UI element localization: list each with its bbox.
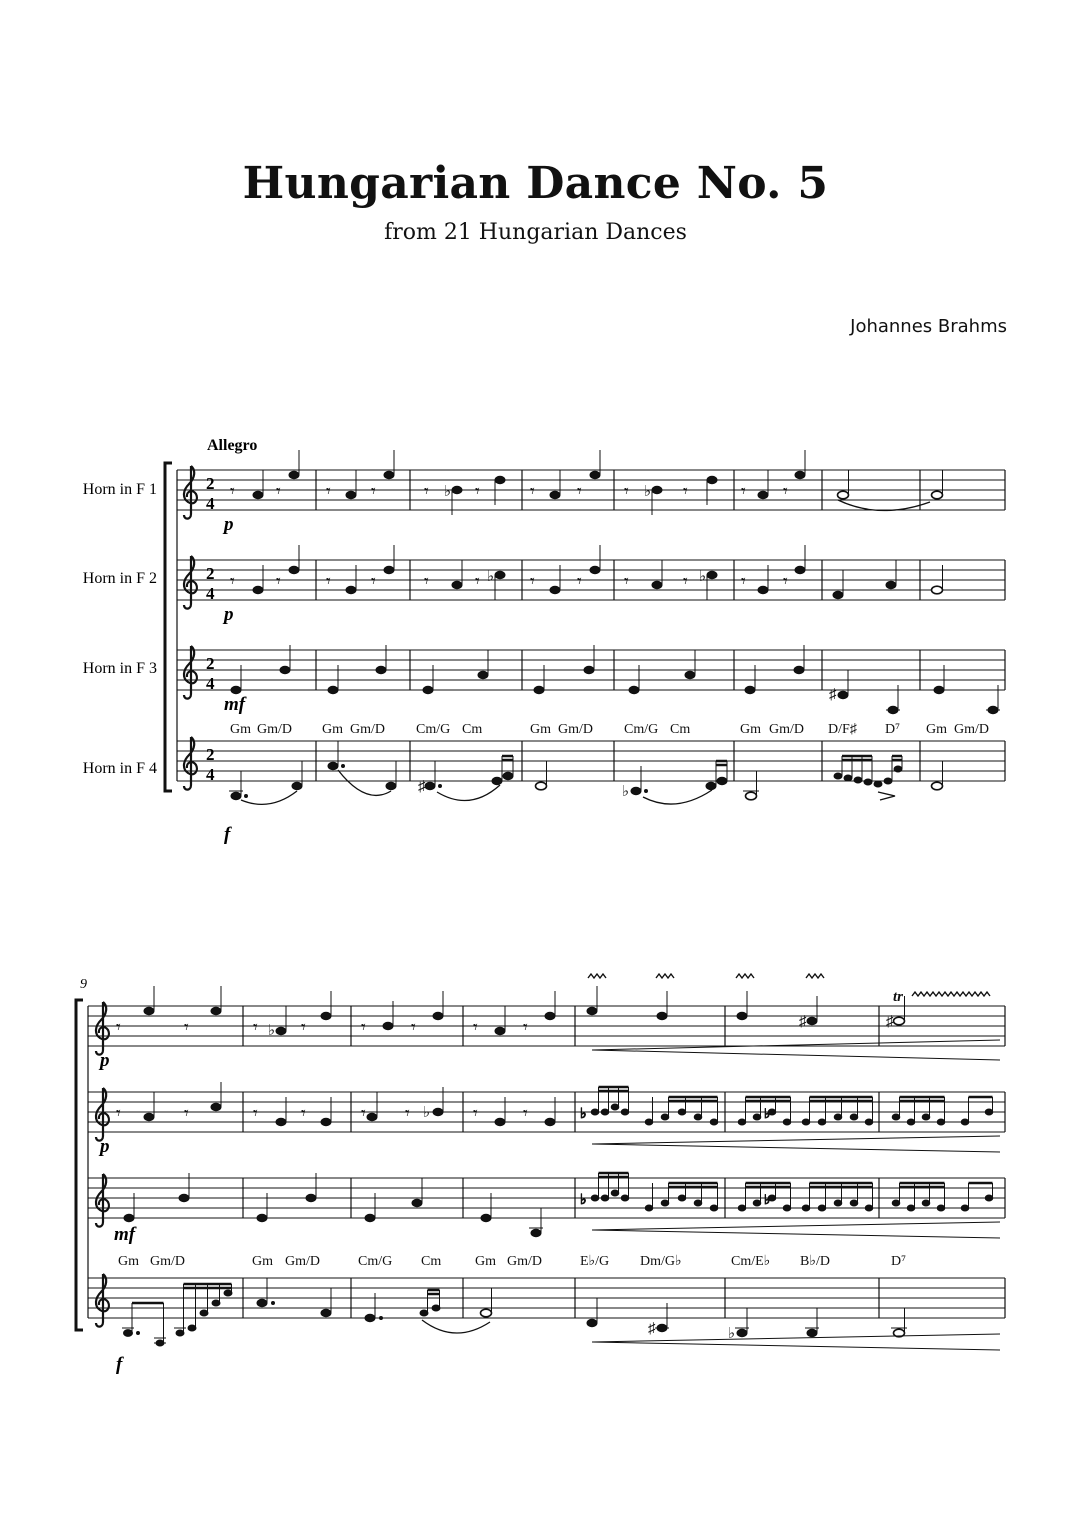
svg-text:Gm/D: Gm/D — [350, 722, 385, 737]
svg-text:𝄾: 𝄾 — [276, 571, 281, 591]
svg-text:𝄾: 𝄾 — [475, 481, 480, 501]
svg-text:Cm/G: Cm/G — [358, 1254, 393, 1269]
system-bracket — [165, 463, 172, 791]
svg-text:𝄾: 𝄾 — [371, 571, 376, 591]
svg-text:♭: ♭ — [622, 784, 630, 800]
trill-mark: tr — [893, 989, 904, 1005]
svg-text:Gm: Gm — [475, 1254, 496, 1269]
svg-text:Gm: Gm — [322, 722, 343, 737]
svg-text:𝄾: 𝄾 — [116, 1103, 121, 1123]
staff-horn-4 — [88, 1274, 1005, 1375]
svg-text:𝄾: 𝄾 — [276, 481, 281, 501]
svg-text:𝄾: 𝄾 — [301, 1017, 306, 1037]
svg-text:Gm: Gm — [926, 722, 947, 737]
svg-text:♯: ♯ — [418, 779, 426, 795]
svg-text:♭: ♭ — [580, 1107, 587, 1122]
svg-text:𝄾: 𝄾 — [361, 1103, 366, 1123]
treble-clef-icon — [184, 737, 197, 790]
svg-text:B♭/D: B♭/D — [800, 1254, 830, 1269]
svg-text:♭: ♭ — [487, 569, 495, 585]
svg-text:♭: ♭ — [644, 484, 652, 500]
svg-text:♭: ♭ — [764, 1192, 771, 1207]
system-2 — [76, 974, 1005, 1375]
svg-text:𝄾: 𝄾 — [523, 1103, 528, 1123]
dynamic-marking: p — [100, 1050, 110, 1071]
staff-horn-2 — [88, 1082, 1005, 1157]
svg-text:𝄾: 𝄾 — [301, 1103, 306, 1123]
svg-text:Gm/D: Gm/D — [257, 722, 292, 737]
svg-text:𝄾: 𝄾 — [530, 481, 535, 501]
svg-text:D⁷: D⁷ — [891, 1254, 906, 1269]
svg-text:𝄾: 𝄾 — [424, 571, 429, 591]
dynamic-marking: p — [224, 604, 234, 625]
svg-text:𝄾: 𝄾 — [230, 571, 235, 591]
svg-text:♭: ♭ — [764, 1106, 771, 1121]
svg-text:𝄾: 𝄾 — [741, 481, 746, 501]
svg-text:𝄾: 𝄾 — [783, 481, 788, 501]
treble-clef-icon — [96, 1174, 109, 1227]
measure-number: 9 — [80, 977, 87, 992]
instrument-label: Horn in F 3 — [82, 660, 157, 677]
dynamic-marking: p — [224, 514, 234, 535]
svg-text:𝄾: 𝄾 — [361, 1017, 366, 1037]
svg-text:Cm: Cm — [670, 722, 691, 737]
svg-text:Gm/D: Gm/D — [507, 1254, 542, 1269]
svg-text:𝄾: 𝄾 — [253, 1017, 258, 1037]
svg-text:𝄾: 𝄾 — [184, 1017, 189, 1037]
treble-clef-icon — [96, 1274, 109, 1327]
svg-text:Gm: Gm — [118, 1254, 139, 1269]
svg-text:𝄾: 𝄾 — [530, 571, 535, 591]
treble-clef-icon — [184, 466, 197, 519]
svg-text:Cm/G: Cm/G — [416, 722, 451, 737]
svg-text:Gm: Gm — [530, 722, 551, 737]
instrument-label: Horn in F 1 — [82, 481, 157, 498]
system-bracket — [76, 1000, 83, 1330]
svg-text:♭: ♭ — [423, 1105, 431, 1121]
svg-text:𝄾: 𝄾 — [184, 1103, 189, 1123]
svg-text:2: 2 — [206, 654, 215, 673]
svg-text:Cm: Cm — [421, 1254, 442, 1269]
time-sig-bottom: 4 — [206, 494, 215, 513]
svg-text:𝄾: 𝄾 — [624, 481, 629, 501]
instrument-label: Horn in F 4 — [82, 760, 157, 777]
dynamic-marking: mf — [114, 1224, 136, 1245]
sixteenth-runs — [580, 1173, 993, 1211]
composer-name: Johannes Brahms — [850, 316, 1007, 337]
svg-text:♯: ♯ — [886, 1014, 894, 1030]
svg-text:♯: ♯ — [799, 1014, 807, 1030]
chord-symbols — [118, 1254, 906, 1269]
svg-text:Gm/D: Gm/D — [285, 1254, 320, 1269]
svg-text:Cm/E♭: Cm/E♭ — [731, 1254, 771, 1269]
svg-text:𝄾: 𝄾 — [326, 571, 331, 591]
svg-text:Gm: Gm — [252, 1254, 273, 1269]
svg-text:♭: ♭ — [580, 1193, 587, 1208]
svg-text:𝄾: 𝄾 — [371, 481, 376, 501]
staff-horn-3 — [88, 1173, 1005, 1269]
svg-text:𝄾: 𝄾 — [473, 1103, 478, 1123]
svg-text:𝄾: 𝄾 — [523, 1017, 528, 1037]
svg-text:𝄾: 𝄾 — [116, 1017, 121, 1037]
svg-text:E♭/G: E♭/G — [580, 1254, 610, 1269]
svg-text:𝄾: 𝄾 — [424, 481, 429, 501]
svg-text:𝄾: 𝄾 — [473, 1017, 478, 1037]
svg-text:𝄾: 𝄾 — [405, 1103, 410, 1123]
svg-text:𝄾: 𝄾 — [475, 571, 480, 591]
svg-text:2: 2 — [206, 564, 215, 583]
svg-text:𝄾: 𝄾 — [683, 571, 688, 591]
sixteenth-runs — [580, 1087, 993, 1125]
svg-text:♭: ♭ — [699, 569, 707, 585]
treble-clef-icon — [184, 556, 197, 609]
time-sig-top: 2 — [206, 474, 215, 493]
staff-horn-1 — [83, 450, 1005, 535]
dynamic-marking: f — [224, 824, 231, 845]
svg-text:Dm/G♭: Dm/G♭ — [640, 1254, 682, 1269]
svg-text:♯: ♯ — [829, 687, 837, 703]
svg-text:𝄾: 𝄾 — [326, 481, 331, 501]
svg-text:4: 4 — [206, 765, 215, 784]
dynamic-marking: p — [100, 1136, 110, 1157]
system-1 — [83, 437, 1005, 845]
piece-title: Hungarian Dance No. 5 — [242, 158, 829, 209]
svg-text:𝄾: 𝄾 — [253, 1103, 258, 1123]
svg-text:2: 2 — [206, 745, 215, 764]
svg-text:𝄾: 𝄾 — [577, 481, 582, 501]
dynamic-marking: mf — [224, 694, 246, 715]
staff-horn-2 — [83, 545, 1005, 625]
svg-text:𝄾: 𝄾 — [783, 571, 788, 591]
svg-text:𝄾: 𝄾 — [624, 571, 629, 591]
svg-text:𝄾: 𝄾 — [577, 571, 582, 591]
svg-text:♭: ♭ — [268, 1023, 276, 1039]
svg-text:Gm: Gm — [230, 722, 251, 737]
piece-subtitle: from 21 Hungarian Dances — [384, 220, 687, 245]
svg-text:Gm/D: Gm/D — [954, 722, 989, 737]
svg-text:Gm/D: Gm/D — [769, 722, 804, 737]
svg-text:♭: ♭ — [728, 1326, 736, 1342]
svg-text:Gm: Gm — [740, 722, 761, 737]
svg-text:𝄾: 𝄾 — [683, 481, 688, 501]
treble-clef-icon — [184, 646, 197, 699]
svg-text:4: 4 — [206, 674, 215, 693]
staff-horn-3 — [83, 645, 1005, 737]
dynamic-marking: f — [116, 1354, 123, 1375]
svg-text:♯: ♯ — [648, 1321, 656, 1337]
treble-clef-icon — [96, 1002, 109, 1055]
tempo-marking: Allegro — [207, 437, 258, 454]
chord-symbols — [230, 722, 989, 737]
svg-text:D/F♯: D/F♯ — [828, 722, 857, 737]
staff-horn-4 — [83, 737, 1005, 845]
svg-text:4: 4 — [206, 584, 215, 603]
svg-text:𝄾: 𝄾 — [411, 1017, 416, 1037]
svg-text:Gm/D: Gm/D — [150, 1254, 185, 1269]
svg-text:𝄾: 𝄾 — [230, 481, 235, 501]
svg-text:♭: ♭ — [444, 484, 452, 500]
svg-text:D⁷: D⁷ — [885, 722, 900, 737]
svg-text:𝄾: 𝄾 — [741, 571, 746, 591]
svg-text:Gm/D: Gm/D — [558, 722, 593, 737]
svg-text:Cm/G: Cm/G — [624, 722, 659, 737]
treble-clef-icon — [96, 1088, 109, 1141]
staff-horn-1 — [88, 974, 1005, 1071]
svg-text:Cm: Cm — [462, 722, 483, 737]
instrument-label: Horn in F 2 — [82, 570, 157, 587]
